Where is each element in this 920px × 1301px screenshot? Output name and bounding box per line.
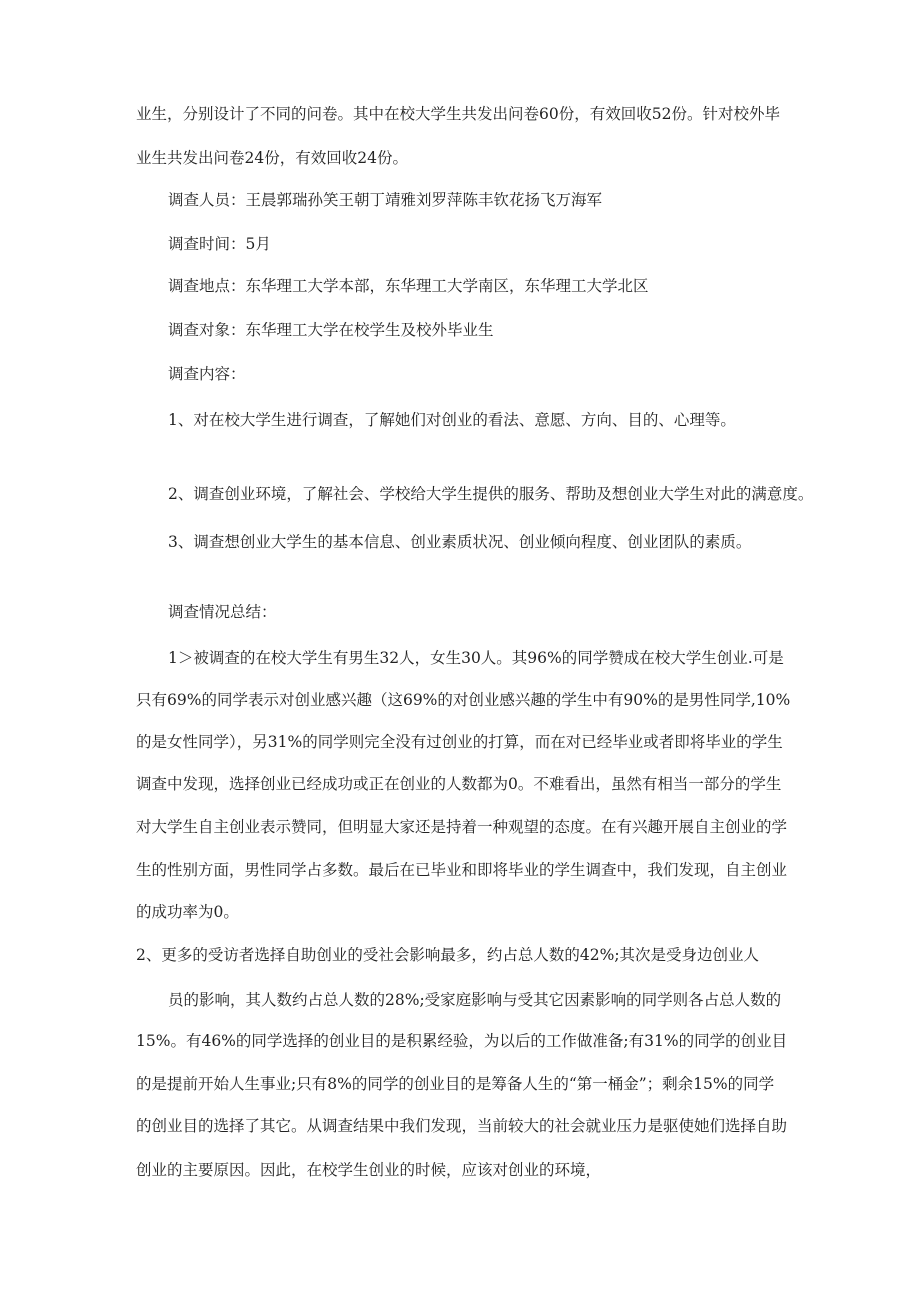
survey-time-line: 调查时间：5月 — [168, 235, 271, 253]
summary-paragraph-2-line: 创业的主要原因。因此，在校学生创业的时候，应该对创业的环境， — [136, 1161, 602, 1179]
summary-paragraph-1-line: 1＞被调查的在校大学生有男生32人，女生30人。其96%的同学赞成在校大学生创业.可是 — [168, 649, 784, 667]
text-line: 业生，分别设计了不同的问卷。其中在校大学生共发出问卷60份，有效回收52份。针对校外毕 — [136, 105, 780, 123]
summary-paragraph-2-line: 的是提前开始人生事业;只有8%的同学的创业目的是筹备人生的“第一桶金”；剩余15%的同学 — [136, 1075, 775, 1093]
survey-staff-line: 调查人员：王晨郭瑞孙笑王朝丁靖雅刘罗萍陈丰钦花扬飞万海军 — [168, 191, 603, 209]
content-item-3: 3、调查想创业大学生的基本信息、创业素质状况、创业倾向程度、创业团队的素质。 — [168, 533, 752, 551]
survey-location-line: 调查地点：东华理工大学本部，东华理工大学南区，东华理工大学北区 — [168, 277, 649, 295]
summary-paragraph-1-line: 生的性别方面，男性同学占多数。最后在已毕业和即将毕业的学生调查中，我们发现，自主创业 — [136, 861, 788, 879]
summary-paragraph-1-line: 的成功率为0。 — [136, 903, 239, 921]
summary-paragraph-2-line: 15%。有46%的同学选择的创业目的是积累经验，为以后的工作做准备;有31%的同学的创业目 — [136, 1032, 788, 1050]
survey-content-heading: 调查内容： — [168, 365, 246, 383]
summary-paragraph-2-line: 员的影响，其人数约占总人数的28%;受家庭影响与受其它因素影响的同学则各占总人数的 — [168, 991, 782, 1009]
summary-paragraph-1-line: 只有69%的同学表示对创业感兴趣（这69%的对创业感兴趣的学生中有90%的是男性同学,10% — [136, 691, 791, 709]
summary-heading: 调查情况总结： — [168, 603, 277, 621]
text-line: 业生共发出问卷24份，有效回收24份。 — [136, 149, 408, 167]
summary-paragraph-2-line: 的创业目的选择了其它。从调查结果中我们发现，当前较大的社会就业压力是驱使她们选择自助 — [136, 1117, 788, 1135]
summary-paragraph-1-line: 调查中发现，选择创业已经成功或正在创业的人数都为0。不难看出，虽然有相当一部分的学生 — [136, 775, 782, 793]
summary-paragraph-2-line: 2、更多的受访者选择自助创业的受社会影响最多，约占总人数的42%;其次是受身边创业人 — [136, 946, 760, 964]
summary-paragraph-1-line: 对大学生自主创业表示赞同，但明显大家还是持着一种观望的态度。在有兴趣开展自主创业的学 — [136, 818, 788, 836]
summary-paragraph-1-line: 的是女性同学），另31%的同学则完全没有过创业的打算，而在对已经毕业或者即将毕业的学生 — [136, 733, 783, 751]
content-item-2: 2、调查创业环境，了解社会、学校给大学生提供的服务、帮助及想创业大学生对此的满意度。 — [168, 485, 814, 503]
content-item-1: 1、对在校大学生进行调查，了解她们对创业的看法、意愿、方向、目的、心理等。 — [168, 411, 736, 429]
survey-target-line: 调查对象：东华理工大学在校学生及校外毕业生 — [168, 321, 494, 339]
